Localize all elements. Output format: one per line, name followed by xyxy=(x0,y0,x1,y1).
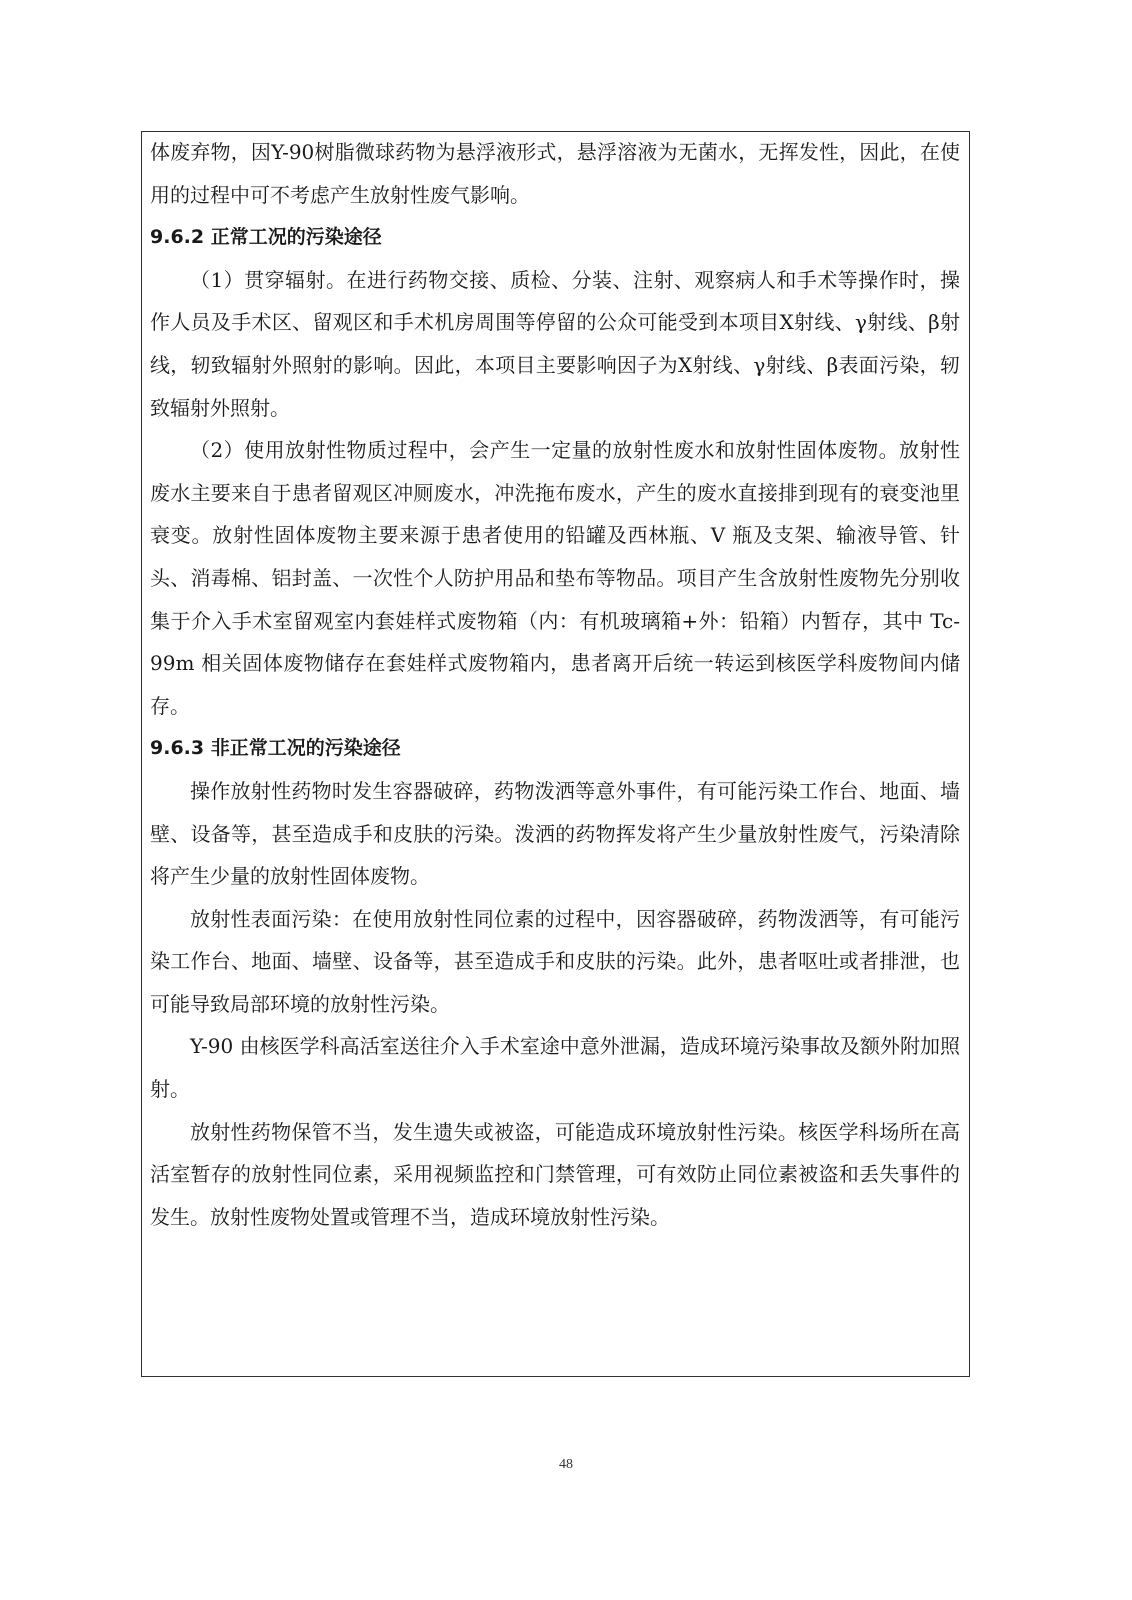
document-body xyxy=(150,131,960,1238)
paragraph-surface-contamination: 放射性表面污染：在使用放射性同位素的过程中，因容器破碎，药物泼洒等，有可能污染工作台、地面、墙壁、设备等，甚至造成手和皮肤的污染。此外，患者呕吐或者排泄，也可能导致局部环境的放射性污染。 xyxy=(150,906,960,1016)
paragraph-storage-loss: 放射性药物保管不当，发生遗失或被盗，可能造成环境放射性污染。核医学科场所在高活室暂存的放射性同位素，采用视频监控和门禁管理，可有效防止同位素被盗和丢失事件的发生。放射性废物处置或管理不当，造成环境放射性污染。 xyxy=(150,1119,960,1229)
section-heading-9-6-3: 9.6.3 非正常工况的污染途径 xyxy=(150,737,401,760)
page-number: 48 xyxy=(559,1457,573,1472)
intro-paragraph: 体废弃物，因Y-90树脂微球药物为悬浮液形式，悬浮溶液为无菌水，无挥发性，因此，在使用的过程中可不考虑产生放射性废气影响。 xyxy=(150,140,960,207)
section-heading-9-6-2: 9.6.2 正常工况的污染途径 xyxy=(150,226,382,249)
paragraph-penetrating-radiation: （1）贯穿辐射。在进行药物交接、质检、分装、注射、观察病人和手术等操作时，操作人员及手术区、留观区和手术机房周围等停留的公众可能受到本项目X射线、γ射线、β射线，轫致辐射外照射的影响。因此，本项目主要影响因子为X射线、γ射线、β表面污染，轫致辐射外照射。 xyxy=(150,267,960,420)
paragraph-y90-leak: Y-90 由核医学科高活室送往介入手术室途中意外泄漏，造成环境污染事故及额外附加照射。 xyxy=(150,1034,960,1102)
paragraph-radioactive-waste: （2）使用放射性物质过程中，会产生一定量的放射性废水和放射性固体废物。放射性废水主要来自于患者留观区冲厕废水，冲洗拖布废水，产生的废水直接排到现有的衰变池里衰变。放射性固体废物主要来源于患者使用的铅罐及西林瓶、V 瓶及支架、输液导管、针头、消毒棉、铝封盖、一次性个人防护用品和垫布等物品。项目产生含放射性废物先分别收集于介入手术室留观室内套娃样式废物箱（内：有机玻璃箱+外：铅箱）内暂存，其中 Tc-99m 相关固体废物储存在套娃样式废物箱内，患者离开后统一转运到核医学科废物间内储存。 xyxy=(150,438,960,718)
paragraph-container-breakage: 操作放射性药物时发生容器破碎，药物泼洒等意外事件，有可能污染工作台、地面、墙壁、设备等，甚至造成手和皮肤的污染。泼洒的药物挥发将产生少量放射性废气，污染清除将产生少量的放射性固体废物。 xyxy=(150,778,960,889)
